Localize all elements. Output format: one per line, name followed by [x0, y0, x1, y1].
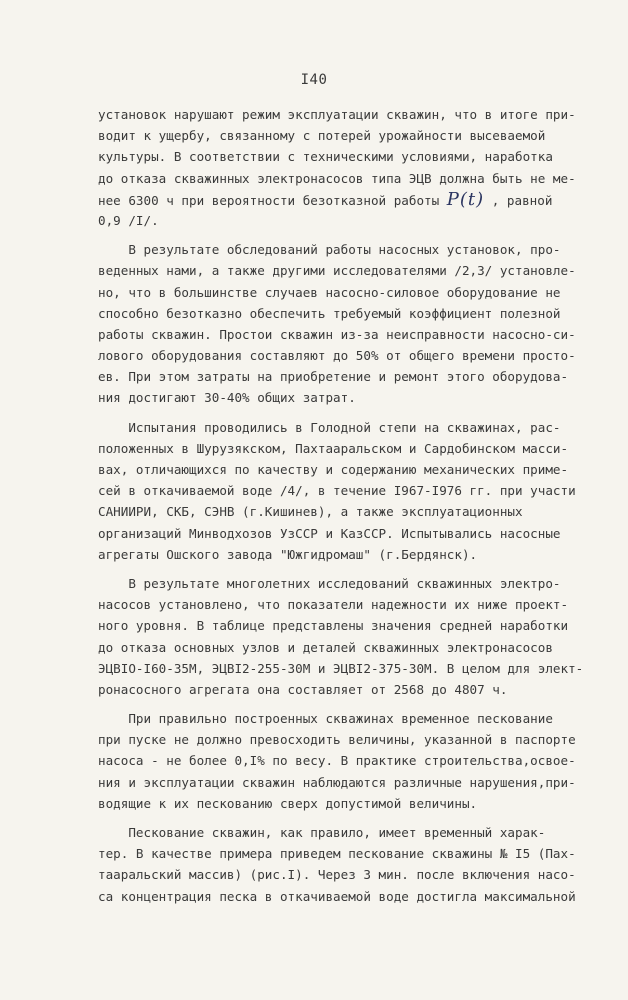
text-line: вах, отличающихся по качеству и содержанию механических приме- [98, 462, 569, 477]
text-line: но, что в большинстве случаев насосно-силовое оборудование не [98, 284, 561, 300]
paragraph-gap [98, 814, 568, 822]
text-line: при пуске не должно превосходить величины, указанной в паспорте [98, 732, 576, 748]
text-line: ронасосного агрегата она составляет от 2568 до 4807 ч. [98, 681, 508, 697]
text-line: способно безотказно обеспечить требуемый коэффициент полезной [98, 305, 561, 321]
text-line: веденных нами, а также другими исследователями /2,3/ установле- [98, 263, 576, 279]
text-line: до отказа основных узлов и деталей скважинных электронасосов [98, 639, 553, 655]
paragraph [98, 573, 584, 700]
text-line: насоса - не более 0,I% по весу. В практике строительства,освое- [98, 753, 576, 769]
text-line: водящие к их пескованию сверх допустимой величины. [98, 795, 478, 811]
text-line: сей в откачиваемой воде /4/, в течение I967-I976 гг. при участи [98, 483, 576, 499]
text-line: са концентрация песка в откачиваемой воде достигла максимальной [98, 888, 576, 904]
text-line: тер. В качестве примера приведем пескование скважины № I5 (Пах- [98, 846, 576, 862]
text-line: установок нарушают режим эксплуатации скважин, что в итоге при- [98, 107, 576, 122]
paragraph-gap [98, 700, 568, 708]
page-number: I40 [300, 72, 328, 88]
text-line: ного уровня. В таблице представлены значения средней наработки [98, 618, 569, 634]
paragraph-gap [98, 231, 568, 239]
text-line: САНИИРИ, СКБ, СЭНВ (г.Кишинев), а также эксплуатационных [98, 504, 523, 520]
text-line: ния достигают 30-40% общих затрат. [98, 390, 356, 406]
paragraph [98, 239, 576, 409]
handwritten-formula: P(t) [446, 188, 485, 210]
paragraph [98, 417, 576, 565]
text-line: 0,9 /I/. [98, 212, 159, 228]
text-line: ния и эксплуатации скважин наблюдаются различные нарушения,при- [98, 774, 576, 790]
text-segment: , равной [484, 192, 553, 208]
text-line: При правильно построенных скважинах временное пескование [98, 711, 553, 727]
text-line: В результате обследований работы насосных установок, про- [98, 242, 561, 258]
text-line: работы скважин. Простои скважин из-за неисправности насосно-си- [98, 326, 576, 342]
text-line: насосов установлено, что показатели надежности их ниже проект- [98, 597, 569, 613]
text-line: водит к ущербу, связанному с потерей урожайности высеваемой [98, 128, 546, 144]
paragraph-gap [98, 565, 568, 573]
text-line: тааральский массив) (рис.I). Через 3 мин. после включения насо- [98, 867, 576, 883]
text-segment: нее 6300 ч при вероятности безотказной работы [98, 192, 447, 208]
paragraph [98, 822, 576, 907]
paragraph [98, 708, 576, 814]
text-line: организаций Минводхозов УзССР и КазССР. Испытывались насосные [98, 525, 561, 541]
text-line: Испытания проводились в Голодной степи на скважинах, рас- [98, 419, 561, 435]
text-line: агрегаты Ошского завода "Южгидромаш" (г.Бердянск). [98, 546, 478, 562]
body-text [98, 104, 584, 907]
text-line: В результате многолетних исследований скважинных электро- [98, 575, 561, 591]
text-line: лового оборудования составляют до 50% от общего времени просто- [98, 348, 576, 364]
text-line: ЭЦВIO-I60-35M, ЭЦВI2-255-30M и ЭЦВI2-375-30M. В целом для элект- [98, 660, 584, 676]
text-line: Пескование скважин, как правило, имеет временный харак- [98, 825, 546, 840]
text-line: ев. При этом затраты на приобретение и ремонт этого оборудова- [98, 369, 569, 385]
text-line: культуры. В соответствии с техническими условиями, наработка [98, 149, 553, 165]
text-line: положенных в Шурузякском, Пахтааральском и Сардобинском масси- [98, 440, 569, 456]
paragraph-gap [98, 409, 568, 417]
paragraph [98, 104, 576, 231]
text-line: до отказа скважинных электронасосов типа ЭЦВ должна быть не ме- [98, 170, 576, 186]
text-line [98, 189, 568, 210]
